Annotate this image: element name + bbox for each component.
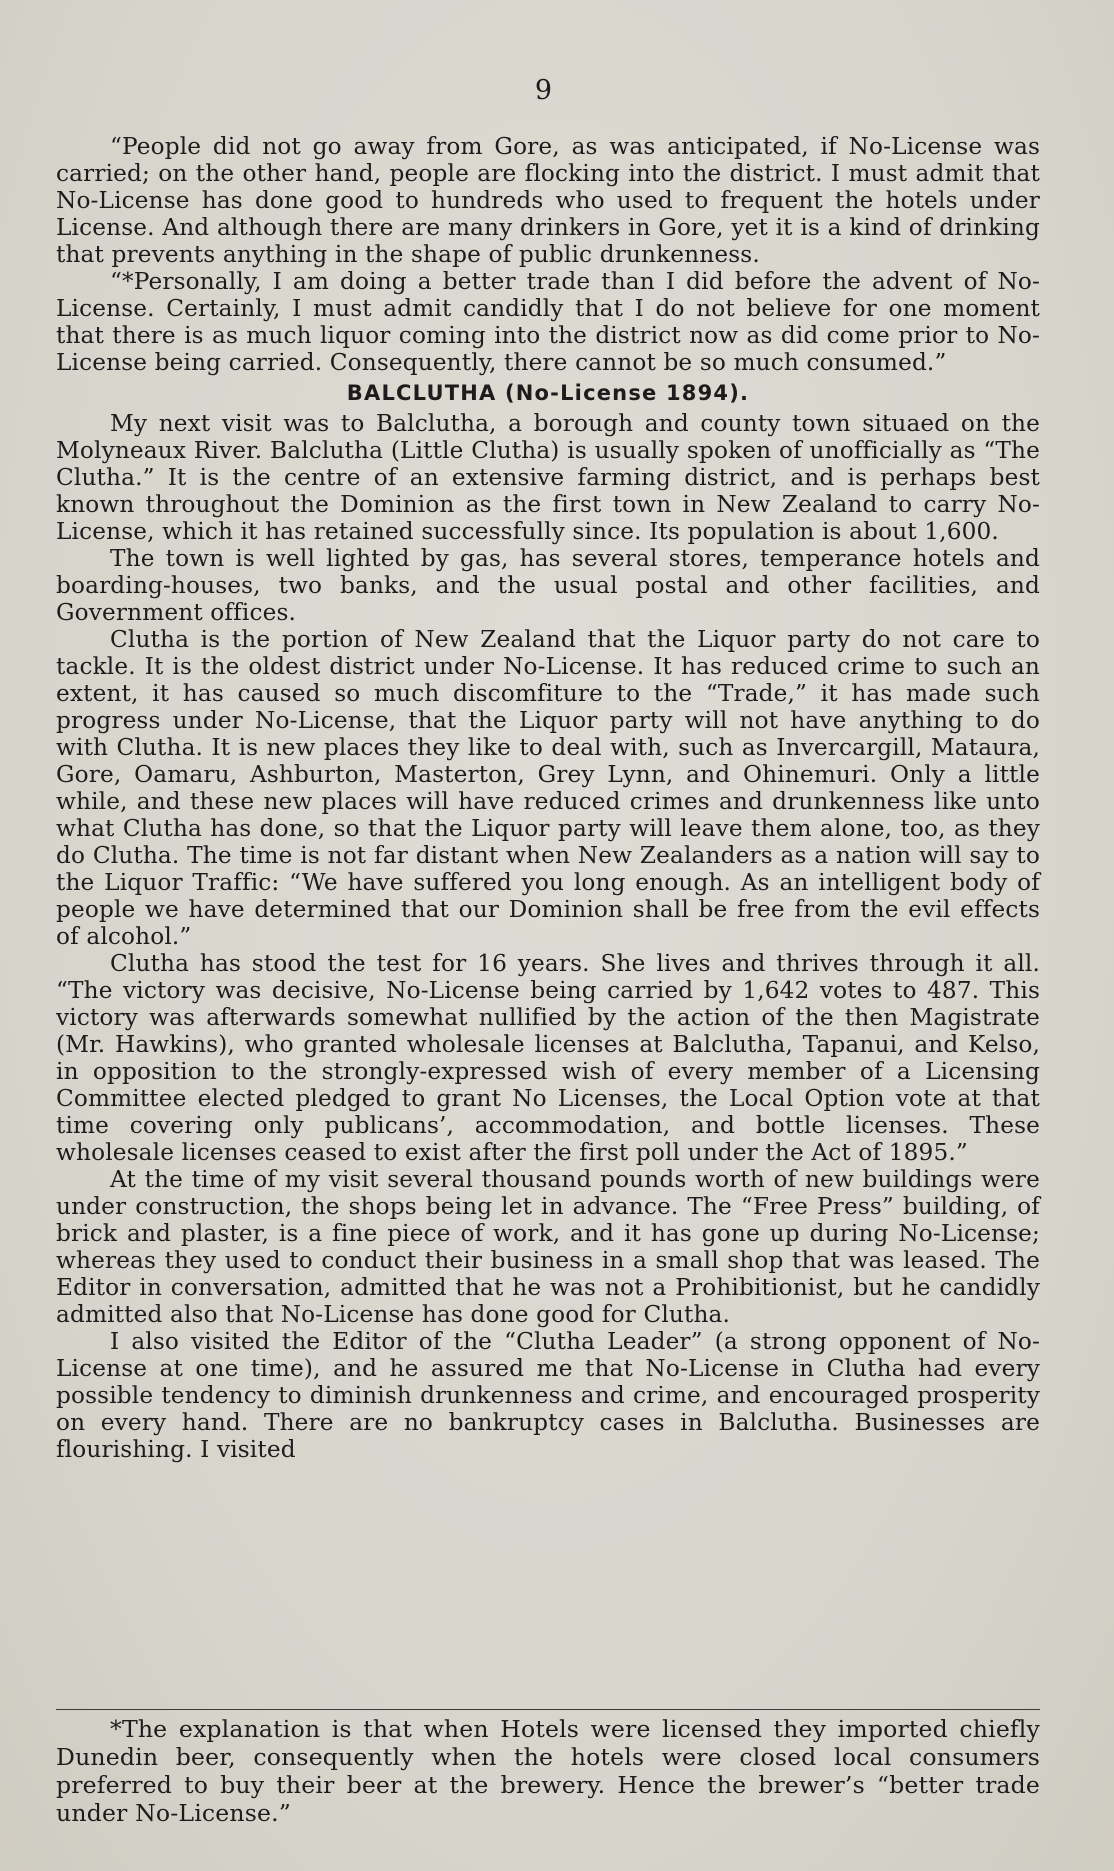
- footnote-divider: [56, 1709, 1040, 1710]
- paragraph-time-of-visit: At the time of my visit several thousand pounds worth of new buildings were under construction, the shops being let in advance. The “Free Press” building, of brick and plaster, is a fine piece of work, and it has gone up during No-License; whereas they used to conduct their business in a small shop that was leased. The Editor in conversation, admitted that he was not a Prohibitionist, but he candidly admitted also that No-License has done good for Clutha.: [56, 1166, 1040, 1328]
- body-text: [56, 133, 1040, 1463]
- paragraph-town-lighted: The town is well lighted by gas, has several stores, temperance hotels and boarding-houses, two banks, and the usual postal and other facilities, and Government offices.: [56, 545, 1040, 626]
- section-heading-balclutha: BALCLUTHA (No-License 1894).: [346, 381, 750, 405]
- paragraph-personally-quote: “*Personally, I am doing a better trade than I did before the advent of No-License. Certainly, I must admit candidly that I do not believe for one moment that there is as much liquor coming into the district now as did come prior to No-License being carried. Consequently, there cannot be so much consumed.”: [56, 268, 1040, 376]
- page-number: 9: [534, 75, 553, 106]
- paragraph-next-visit: My next visit was to Balclutha, a borough and county town situaed on the Molyneaux River. Balclutha (Little Clutha) is usually spoken of unofficially as “The Clutha.” It is the centre of an extensive farming district, and is perhaps best known throughout the Dominion as the first town in New Zealand to carry No-License, which it has retained successfully since. Its population is about 1,600.: [56, 410, 1040, 545]
- footnote-text: *The explanation is that when Hotels were licensed they imported chiefly Dunedin beer, consequently when the hotels were closed local consumers preferred to buy their beer at the brewery. Hence the brewer’s “better trade under No-License.”: [56, 1715, 1040, 1827]
- paragraph-clutha-portion: Clutha is the portion of New Zealand that the Liquor party do not care to tackle. It is the oldest district under No-License. It has reduced crime to such an extent, it has caused so much discomfiture to the “Trade,” it has made such progress under No-License, that the Liquor party will not have anything to do with Clutha. It is new places they like to deal with, such as Invercargill, Mataura, Gore, Oamaru, Ashburton, Masterton, Grey Lynn, and Ohinemuri. Only a little while, and these new places will have reduced crimes and drunkenness like unto what Clutha has done, so that the Liquor party will leave them alone, too, as they do Clutha. The time is not far distant when New Zealanders as a nation will say to the Liquor Traffic: “We have suffered you long enough. As an intelligent body of people we have determined that our Dominion shall be free from the evil effects of alcohol.”: [56, 626, 1040, 950]
- paragraph-clutha-leader: I also visited the Editor of the “Clutha Leader” (a strong opponent of No-License at one time), and he assured me that No-License in Clutha had every possible tendency to diminish drunkenness and crime, and encouraged prosperity on every hand. There are no bankruptcy cases in Balclutha. Businesses are flourishing. I visited: [56, 1328, 1040, 1463]
- footnote: [56, 1715, 1040, 1827]
- paragraph-clutha-test: Clutha has stood the test for 16 years. She lives and thrives through it all. “The victory was decisive, No-License being carried by 1,642 votes to 487. This victory was afterwards somewhat nullified by the action of the then Magistrate (Mr. Hawkins), who granted wholesale licenses at Balclutha, Tapanui, and Kelso, in opposition to the strongly-expressed wish of every member of a Licensing Committee elected pledged to grant No Licenses, the Local Option vote at that time covering only publicans’, accommodation, and bottle licenses. These wholesale licenses ceased to exist after the first poll under the Act of 1895.”: [56, 950, 1040, 1166]
- paragraph-gore-quote: “People did not go away from Gore, as was anticipated, if No-License was carried; on the other hand, people are flocking into the district. I must admit that No-License has done good to hundreds who used to frequent the hotels under License. And although there are many drinkers in Gore, yet it is a kind of drinking that prevents anything in the shape of public drunkenness.: [56, 133, 1040, 268]
